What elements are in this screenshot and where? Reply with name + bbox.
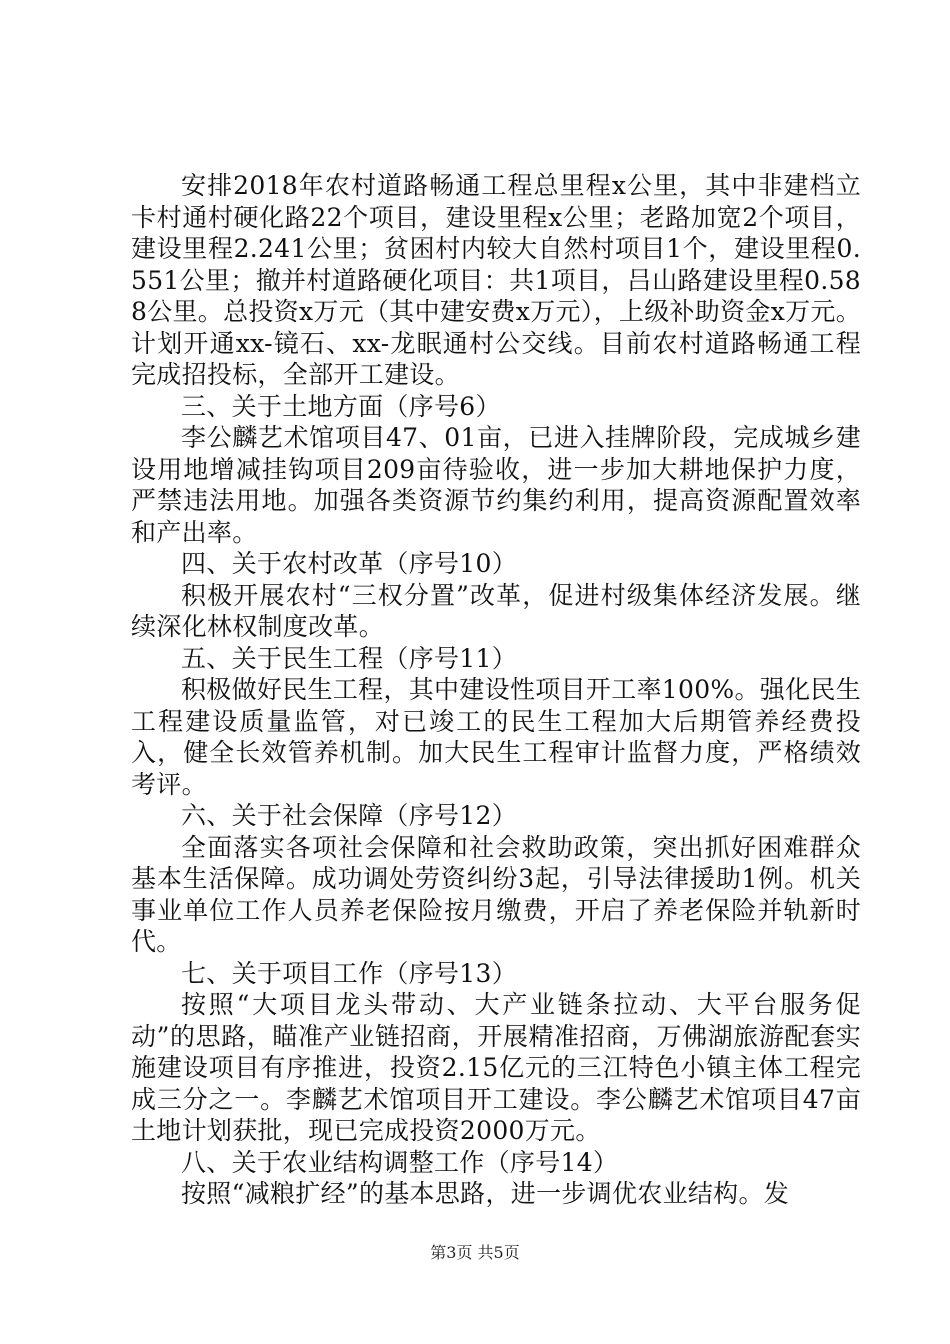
section-heading-land: 三、关于土地方面（序号6）	[181, 391, 501, 421]
document-body	[131, 170, 861, 1210]
section-heading-rural-reform: 四、关于农村改革（序号10）	[181, 549, 518, 578]
paragraph-agriculture: 按照“减粮扩经”的基本思路，进一步调优农业结构。发	[181, 1179, 790, 1208]
paragraph-livelihood: 积极做好民生工程，其中建设性项目开工率100%。强化民生工程建设质量监管，对已竣工的民生工程加大后期管养经费投入，健全长效管养机制。加大民生工程审计监督力度，严格绩效考评。	[131, 675, 861, 799]
paragraph-land: 李公麟艺术馆项目47、01亩，已进入挂牌阶段，完成城乡建设用地增减挂钩项目209亩待验收，进一步加大耕地保护力度，严禁违法用地。加强各类资源节约集约利用，提高资源配置效率和产出率。	[131, 423, 861, 547]
section-heading-social-security: 六、关于社会保障（序号12）	[181, 801, 518, 830]
paragraph-road-project: 安排2018年农村道路畅通工程总里程x公里，其中非建档立卡村通村硬化路22个项目，建设里程x公里；老路加宽2个项目，建设里程2.241公里；贫困村内较大自然村项目1个，建设里程0.551公里；撤并村道路硬化项目：共1项目，吕山路建设里程0.588公里。总投资x万元（其中建安费x万元），上级补助资金x万元。计划开通xx-镜石、xx-龙眠通村公交线。目前农村道路畅通工程完成招投标，全部开工建设。	[131, 171, 862, 389]
section-heading-agriculture: 八、关于农业结构调整工作（序号14）	[181, 1147, 619, 1177]
paragraph-projects: 按照“大项目龙头带动、大产业链条拉动、大平台服务促动”的思路，瞄准产业链招商，开展精准招商，万佛湖旅游配套实施建设项目有序推进，投资2.15亿元的三江特色小镇主体工程完成三分之一。李麟艺术馆项目开工建设。李公麟艺术馆项目47亩土地计划获批，现已完成投资2000万元。	[131, 990, 861, 1145]
page-number-footer: 第3页 共5页	[430, 1243, 520, 1262]
paragraph-social-security: 全面落实各项社会保障和社会救助政策，突出抓好困难群众基本生活保障。成功调处劳资纠纷3起，引导法律援助1例。机关事业单位工作人员养老保险按月缴费，开启了养老保险并轨新时代。	[131, 832, 861, 956]
section-heading-projects: 七、关于项目工作（序号13）	[181, 958, 518, 988]
paragraph-rural-reform: 积极开展农村“三权分置”改革，促进村级集体经济发展。继续深化林权制度改革。	[131, 580, 861, 641]
section-heading-livelihood: 五、关于民生工程（序号11）	[181, 643, 518, 673]
